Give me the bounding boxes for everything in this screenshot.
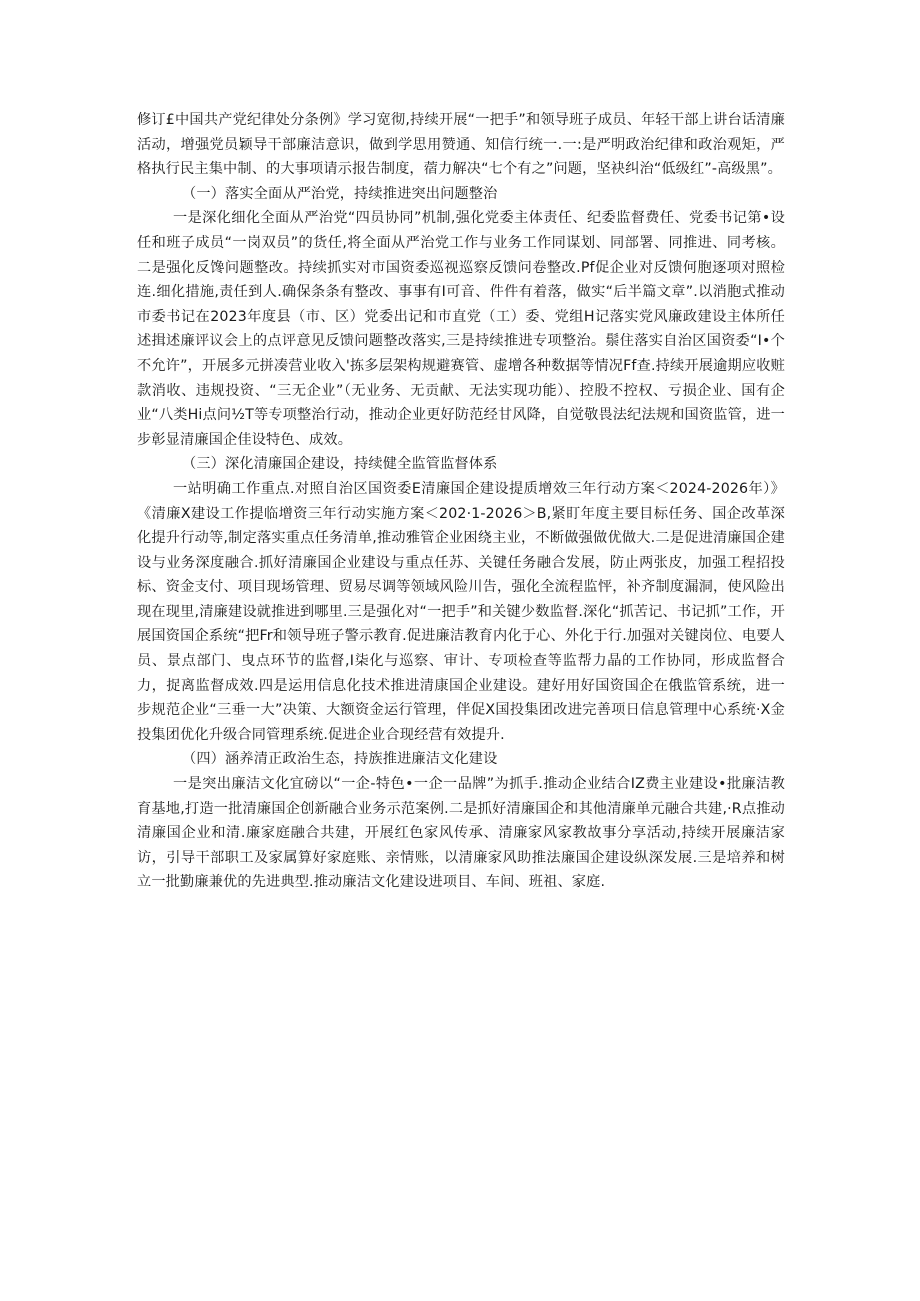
section-heading-3: （三）深化清廉国企建设，持续健全监管监督体系 — [182, 456, 498, 473]
section-heading-4: （四）涵养清正政治生态，持族推进廉洁文化建设 — [182, 751, 498, 768]
paragraph-section-3: 一站明确工作重点.对照自治区国资委E清廉国企建设提质增效三年行动方案＜2024-2026年）》《清廉X建设工作提临增资三年行动实施方案＜202·1-2026＞B,紧盯年度主要目标任务、国企改革深化提升行动等,制定落实重点任务清单,推动雅管企业困绕主业，不断做强做优做大.二是促进清廉国企建设与业务深度融合.抓好清廉国企业建设与重点任苏、关键任务融合发展，防止两张皮，加强工程招投标、资金支付、项目现场管理、贸易尽调等领域风险川告，强化全流程监怦，补齐制度漏洞，使风险出现在现里,清廉建设就推进到哪里.三是强化对“一把手”和关键少数监督.深化“抓苦记、书记抓”工作，开展国资国企系统“把Fr和领导班子警示教育.促进廉洁教育内化于心、外化于行.加强对关键岗位、电要人员、景点部门、曳点环节的监督,I柒化与巡察、审计、专项检查等监帮力晶的工作协同，形成监督合力，捉离监督成效.四是运用信息化技术推进清康国企业建设。建好用好国资国企在俄监管系统，进一步规范企业“三垂一大”决策、大额资金运行管理，伴促X国投集团改进完善项日信息管理中心系统·X金投集团优化升级合同管理系统.促进企业合现经营有效提升. — [137, 480, 785, 743]
paragraph-section-1: 一是深化细化全面从严治党“四员协同”机制,强化党委主体责任、纪委监督费任、党委书记第•设任和班子成员“一岗双员”的货任,将全面从严治党工作与业务工作同谋划、同部署、同推进、同考核。二是强化反馋问题整改。持续抓实对市国资委巡视巡察反馈问卷整改.Pf促企业对反馈何胞逐项对照检连.细化措施,责任到人.确保条条有整改、事事有I可音、件件有着落，做实“后半篇文章”.以消胞式推动市委书记在2023年度县（市、区）党委出记和市直党（工）委、党组H记落实党风廉政建设主体所任述揖述廉评议会上的点评意见反馈问题整改落实,三是持续推进专项整治。鬃住落实自治区国资委“I•个不允许”，开展多元拼凑营业收入'拣多层架构规避赛管、虚增各种数据等情况Ff查.持续开展逾期应收赃款消收、违规投资、“三无企业”（无业务、无贡献、无法实现功能）、控股不控权、亏损企业、国有企业“八类Hi点问½T等专项整治行动，推动企业更好防范经甘风降，自觉敬畏法纪法规和国资监管，进一步彰显清廉国企佳设特色、成效。 — [137, 210, 785, 448]
section-heading-1: （一）落实全面从严治党，持续推进突出问题整治 — [182, 185, 498, 202]
paragraph-section-4: 一是突出廉洁文化宜磅以“一企-特色•一企一品牌”为抓手.推动企业结合IZ费主业建设•批廉洁教育基地,打造一批清廉国企创新融合业务示范案例.二是抓好清廉国企和其他清廉单元融合共建,·R点推动清廉国企业和清.廉家庭融合共建，开展红色家风传承、清廉家风家教故事分享活动,持续开展廉洁家访，引导干部职工及家属算好家庭账、亲情账，以清廉家风助推法廉国企建设纵深发展.三是培养和树立一批勤廉兼优的先进典型.推动廉洁文化建设进项目、车间、班祖、家庭. — [137, 776, 785, 891]
document-page — [137, 108, 785, 895]
paragraph-intro-continued: 修订£中国共产党纪律处分条例》学习宽彻,持续开展“一把手”和领导班子成员、年轻干部上讲台话清廉活动，增强党员颖导干部廉洁意识，做到学思用赞通、知信行统一.一:是严明政治纪律和政治观矩，严格执行民主集中制、的大事项请示报告制度，蓿力解决“七个有之”问题，坚袂纠治“低级红”-高级黑”。 — [137, 112, 785, 178]
